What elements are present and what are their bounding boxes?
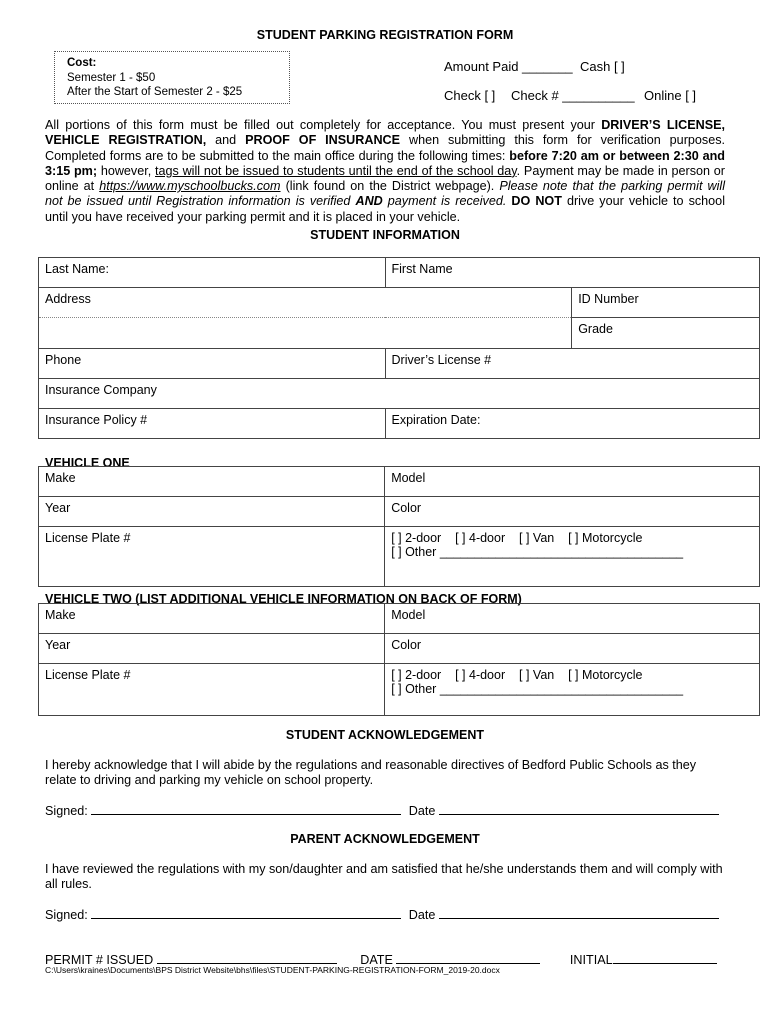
check-number-field[interactable]: Check # __________ bbox=[511, 88, 635, 103]
vehicle-two-plate-field[interactable]: License Plate # bbox=[39, 664, 385, 716]
vehicle-one-color-field[interactable]: Color bbox=[385, 497, 760, 527]
vehicle-one-type-options[interactable]: [ ] 2-door [ ] 4-door [ ] Van [ ] Motorcycle bbox=[391, 531, 643, 545]
student-info-table bbox=[38, 257, 760, 439]
address-field[interactable]: Address bbox=[39, 288, 572, 318]
vehicle-one-other-option[interactable]: [ ] Other ___________________________________ bbox=[391, 545, 684, 559]
parent-ack-text-line-1: I have reviewed the regulations with my son/daughter and am satisfied that he/she understands them and will comply with bbox=[45, 862, 723, 876]
vehicle-one-heading: VEHICLE ONE bbox=[45, 456, 130, 470]
permit-issued-label: PERMIT # ISSUED bbox=[45, 953, 154, 967]
vehicle-two-type-cell bbox=[385, 664, 760, 716]
address-line-2-field[interactable] bbox=[39, 318, 572, 349]
student-ack-text-line-2: relate to driving and parking my vehicle on school property. bbox=[45, 773, 374, 787]
parent-date-label: Date bbox=[408, 908, 436, 922]
document-file-path: C:\Users\kraines\Documents\BPS District Website\bhs\files\STUDENT-PARKING-REGISTRATION-FORM_2019-20.docx bbox=[45, 965, 500, 975]
permit-issued-line[interactable] bbox=[157, 952, 337, 964]
insurance-policy-field[interactable]: Insurance Policy # bbox=[39, 409, 386, 439]
parent-signature-row bbox=[45, 907, 719, 923]
grade-field[interactable]: Grade bbox=[572, 318, 760, 349]
student-signature-row bbox=[45, 803, 719, 819]
expiration-date-field[interactable]: Expiration Date: bbox=[385, 409, 759, 439]
initial-label: INITIAL bbox=[569, 953, 613, 967]
vehicle-two-table bbox=[38, 603, 760, 716]
initial-line[interactable] bbox=[613, 952, 717, 964]
parent-signature-line[interactable] bbox=[91, 907, 401, 919]
vehicle-two-color-field[interactable]: Color bbox=[385, 634, 760, 664]
student-signed-label: Signed: bbox=[45, 804, 88, 818]
myschoolbucks-link[interactable]: https://www.myschoolbucks.com bbox=[99, 179, 281, 194]
vehicle-two-type-options[interactable]: [ ] 2-door [ ] 4-door [ ] Van [ ] Motorcycle bbox=[391, 668, 643, 682]
vehicle-two-other-option[interactable]: [ ] Other ___________________________________ bbox=[391, 682, 684, 696]
vehicle-one-model-field[interactable]: Model bbox=[385, 467, 760, 497]
vehicle-one-type-cell bbox=[385, 527, 760, 587]
form-title: STUDENT PARKING REGISTRATION FORM bbox=[256, 28, 514, 42]
parent-ack-heading: PARENT ACKNOWLEDGEMENT bbox=[290, 832, 480, 846]
drivers-license-field[interactable]: Driver’s License # bbox=[385, 349, 759, 379]
insurance-company-field[interactable]: Insurance Company bbox=[39, 379, 760, 409]
student-date-label: Date bbox=[408, 804, 436, 818]
student-date-line[interactable] bbox=[439, 803, 719, 815]
vehicle-two-heading: VEHICLE TWO (LIST ADDITIONAL VEHICLE INFORMATION ON BACK OF FORM) bbox=[45, 592, 522, 606]
vehicle-one-make-field[interactable]: Make bbox=[39, 467, 385, 497]
vehicle-two-year-field[interactable]: Year bbox=[39, 634, 385, 664]
cost-semester-2: After the Start of Semester 2 - $25 bbox=[67, 86, 243, 98]
student-ack-heading: STUDENT ACKNOWLEDGEMENT bbox=[285, 728, 485, 742]
parent-signed-label: Signed: bbox=[45, 908, 88, 922]
office-date-line[interactable] bbox=[396, 952, 540, 964]
instructions-paragraph: All portions of this form must be filled out completely for acceptance. You must present your DRIVER’S LICENSE, VEHICLE REGISTRATION, and PROOF OF INSURANCE when submitting this form for verification purposes. Completed forms are to be submitted to the main office during the following times: before 7:20 am or between 2:30 and 3:15 pm; however, tags will not be issued to students until the end of the school day. Payment may be made in person or online at https://www.myschoolbucks.com (link found on the District webpage). Please note that the parking permit will not be issued until Registration information is verified AND payment is received. DO NOT drive your vehicle to school until you have received your parking permit and it is placed in your vehicle. bbox=[45, 118, 726, 224]
cost-heading: Cost: bbox=[67, 57, 97, 69]
vehicle-two-model-field[interactable]: Model bbox=[385, 604, 760, 634]
vehicle-two-make-field[interactable]: Make bbox=[39, 604, 385, 634]
student-ack-text-line-1: I hereby acknowledge that I will abide by the regulations and reasonable directives of Bedford Public Schools as they bbox=[45, 758, 697, 772]
student-info-heading: STUDENT INFORMATION bbox=[310, 228, 460, 242]
phone-field[interactable]: Phone bbox=[39, 349, 386, 379]
check-checkbox[interactable]: Check [ ] bbox=[444, 88, 496, 103]
student-signature-line[interactable] bbox=[91, 803, 401, 815]
last-name-field[interactable]: Last Name: bbox=[39, 258, 386, 288]
vehicle-one-plate-field[interactable]: License Plate # bbox=[39, 527, 385, 587]
vehicle-one-year-field[interactable]: Year bbox=[39, 497, 385, 527]
office-date-label: DATE bbox=[360, 953, 393, 967]
parent-date-line[interactable] bbox=[439, 907, 719, 919]
cash-checkbox[interactable]: Cash [ ] bbox=[580, 59, 625, 74]
amount-paid-field[interactable]: Amount Paid _______ bbox=[444, 59, 573, 74]
online-checkbox[interactable]: Online [ ] bbox=[644, 88, 697, 103]
id-number-field[interactable]: ID Number bbox=[572, 288, 760, 318]
cost-box bbox=[54, 51, 290, 104]
vehicle-one-table bbox=[38, 466, 760, 587]
first-name-field[interactable]: First Name bbox=[385, 258, 759, 288]
parent-ack-text-line-2: all rules. bbox=[45, 877, 92, 891]
cost-semester-1: Semester 1 - $50 bbox=[67, 71, 156, 84]
